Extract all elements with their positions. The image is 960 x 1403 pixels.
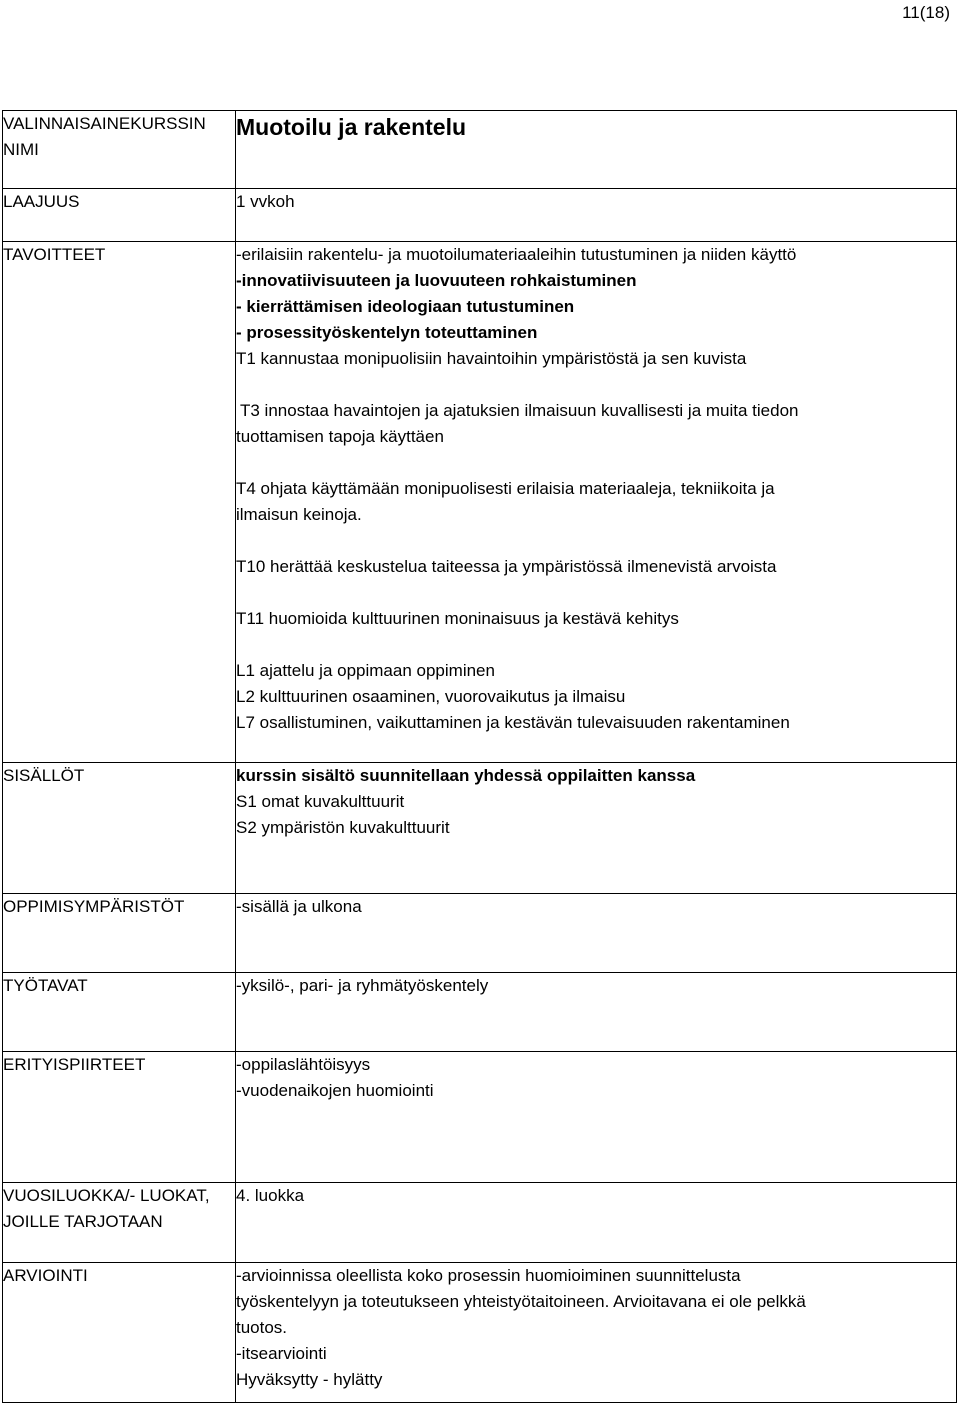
goal-line: -erilaisiin rakentelu- ja muotoilumateriaaleihin tutustuminen ja niiden käyttö — [236, 245, 797, 264]
environments-value: -sisällä ja ulkona — [236, 894, 957, 973]
row-assessment — [3, 1263, 957, 1403]
row-contents — [3, 763, 957, 894]
goal-line: tuottamisen tapoja käyttäen — [236, 427, 444, 446]
goal-line: T10 herättää keskustelua taiteessa ja ympäristössä ilmenevistä arvoista — [236, 557, 777, 576]
label-methods: TYÖTAVAT — [3, 973, 236, 1052]
goal-line: - kierrättämisen ideologiaan tutustuminen — [236, 297, 575, 316]
row-goals — [3, 242, 957, 763]
assessment-line: -arvioinnissa oleellista koko prosessin huomioiminen suunnittelusta — [236, 1266, 741, 1285]
assessment-line: Hyväksytty - hylätty — [236, 1370, 383, 1389]
goal-line: - prosessityöskentelyn toteuttaminen — [236, 323, 538, 342]
goal-line: L1 ajattelu ja oppimaan oppiminen — [236, 661, 495, 680]
course-title-text: Muotoilu ja rakentelu — [236, 114, 467, 140]
row-environments — [3, 894, 957, 973]
goal-line: T1 kannustaa monipuolisiin havaintoihin ympäristöstä ja sen kuvista — [236, 349, 747, 368]
goal-line: -innovatiivisuuteen ja luovuuteen rohkaistuminen — [236, 271, 637, 290]
goals-content — [236, 242, 957, 763]
goal-line: T4 ohjata käyttämään monipuolisesti erilaisia materiaaleja, tekniikoita ja — [236, 479, 775, 498]
assessment-line: -itsearviointi — [236, 1344, 327, 1363]
goal-line: ilmaisun keinoja. — [236, 505, 362, 524]
label-environments: OPPIMISYMPÄRISTÖT — [3, 894, 236, 973]
assessment-line: tuotos. — [236, 1318, 288, 1337]
row-scope — [3, 189, 957, 242]
scope-value: 1 vvkoh — [236, 189, 957, 242]
label-grade: VUOSILUOKKA/- LUOKAT, JOILLE TARJOTAAN — [3, 1183, 236, 1263]
special-features-content — [236, 1052, 957, 1183]
goal-line: L2 kulttuurinen osaaminen, vuorovaikutus ja ilmaisu — [236, 687, 626, 706]
content-line: S2 ympäristön kuvakulttuurit — [236, 818, 450, 837]
label-course-name: VALINNAISAINEKURSSIN NIMI — [3, 111, 236, 189]
feature-line: -vuodenaikojen huomiointi — [236, 1081, 434, 1100]
label-special-features: ERITYISPIIRTEET — [3, 1052, 236, 1183]
row-special-features — [3, 1052, 957, 1183]
label-contents: SISÄLLÖT — [3, 763, 236, 894]
course-title — [236, 111, 957, 189]
assessment-line: työskentelyyn ja toteutukseen yhteistyötaitoineen. Arvioitavana ei ole pelkkä — [236, 1292, 806, 1311]
content-line: kurssin sisältö suunnitellaan yhdessä oppilaitten kanssa — [236, 766, 696, 785]
label-assessment: ARVIOINTI — [3, 1263, 236, 1403]
feature-line: -oppilaslähtöisyys — [236, 1055, 371, 1074]
goal-line: T11 huomioida kulttuurinen moninaisuus ja kestävä kehitys — [236, 609, 679, 628]
page-number: 11(18) — [902, 3, 950, 22]
goal-line: T3 innostaa havaintojen ja ajatuksien ilmaisuun kuvallisesti ja muita tiedon — [240, 401, 799, 420]
assessment-content — [236, 1263, 957, 1403]
contents-content — [236, 763, 957, 894]
content-line: S1 omat kuvakulttuurit — [236, 792, 405, 811]
label-goals: TAVOITTEET — [3, 242, 236, 763]
course-table — [2, 110, 957, 1403]
row-course-name — [3, 111, 957, 189]
row-grade — [3, 1183, 957, 1263]
goal-line: L7 osallistuminen, vaikuttaminen ja kestävän tulevaisuuden rakentaminen — [236, 713, 790, 732]
grade-value: 4. luokka — [236, 1183, 957, 1263]
label-scope: LAAJUUS — [3, 189, 236, 242]
row-methods — [3, 973, 957, 1052]
methods-value: -yksilö-, pari- ja ryhmätyöskentely — [236, 973, 957, 1052]
